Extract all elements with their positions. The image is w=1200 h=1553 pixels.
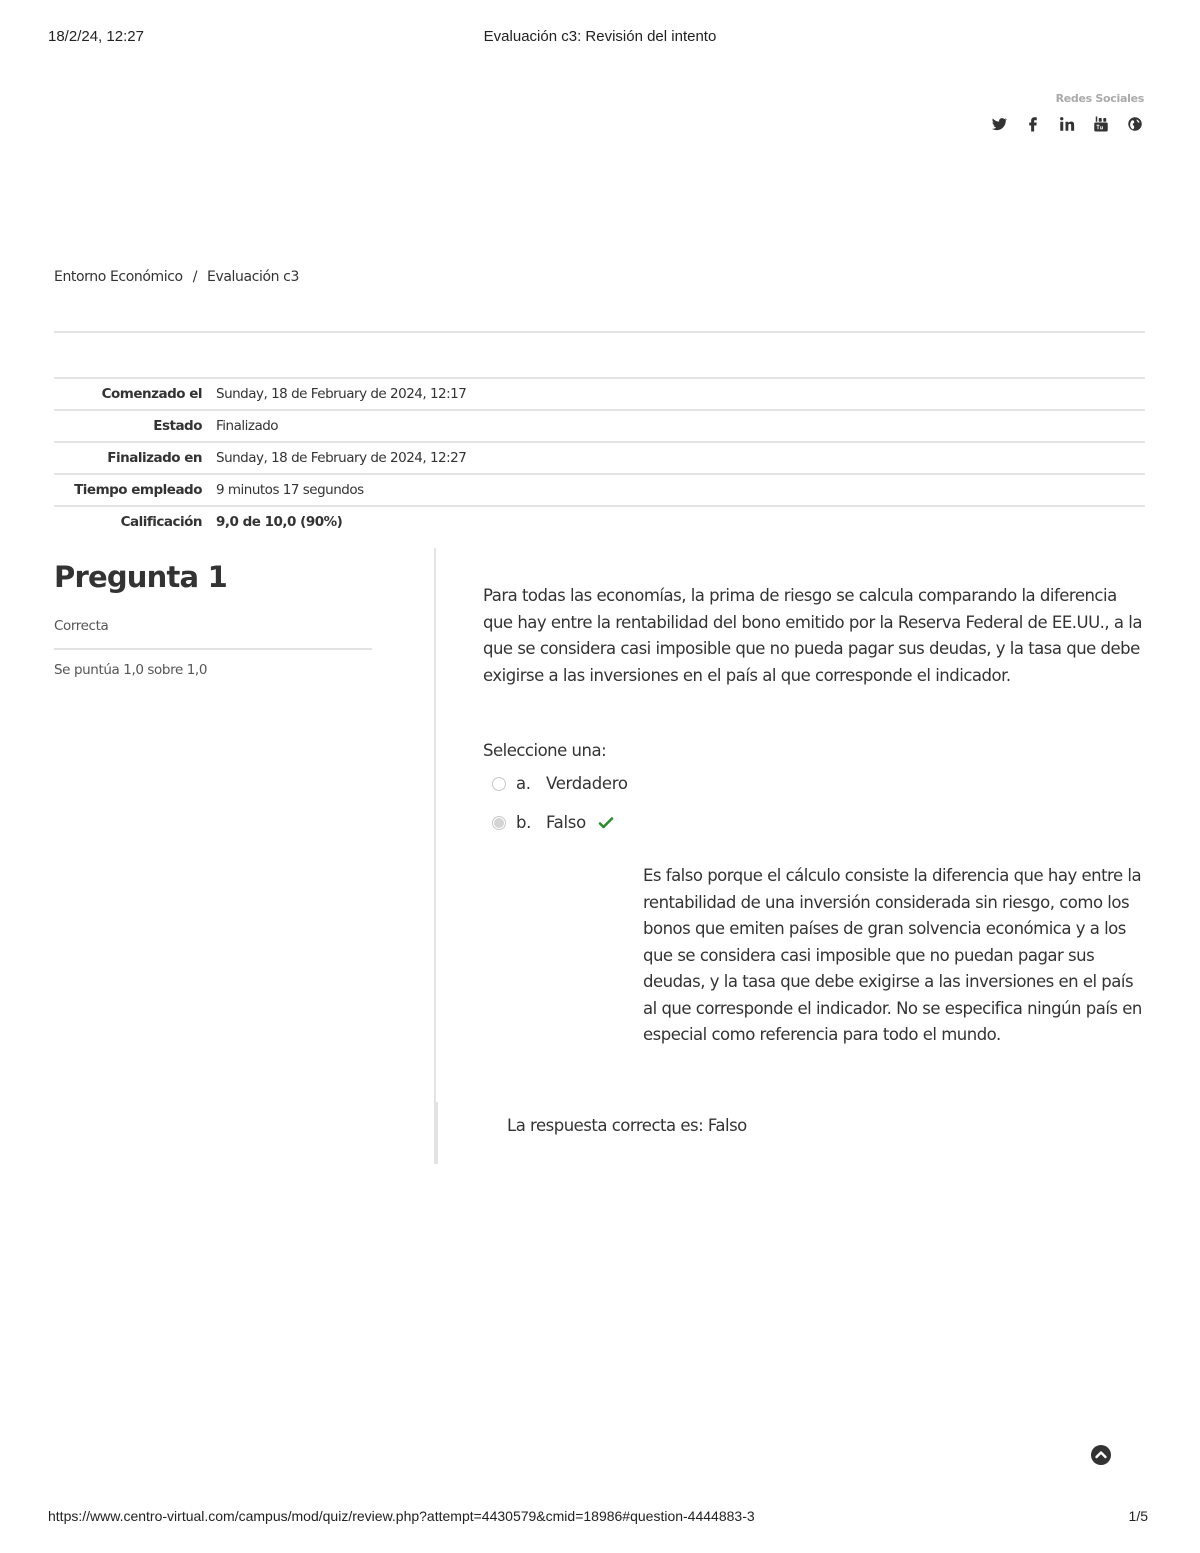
breadcrumb	[54, 269, 299, 285]
question-divider	[434, 548, 436, 1164]
print-datetime: 18/2/24, 12:27	[48, 28, 144, 45]
divider	[54, 331, 1145, 333]
summary-label: Estado	[153, 418, 202, 434]
summary-value: Sunday, 18 de February de 2024, 12:17	[216, 386, 467, 402]
question-state: Correcta	[54, 618, 372, 650]
summary-value: 9,0 de 10,0 (90%)	[216, 514, 343, 530]
answer-feedback: Es falso porque el cálculo consiste la diferencia que hay entre la rentabilidad de una inversión considerada sin riesgo, como los bonos que emiten países de gran solvencia económica y a los que se considera casi imposible que no puedan pagar sus deudas, y la tasa que debe exigirse a las inversiones en el país al que corresponde el indicador. No se especifica ningún país en especial como referencia para todo el mundo.	[643, 866, 1142, 1044]
option-letter: a.	[516, 774, 531, 793]
summary-row-time	[54, 474, 1145, 506]
print-page-number: 1/5	[1128, 1508, 1148, 1524]
summary-row-state	[54, 410, 1145, 442]
question-title: Pregunta 1	[54, 560, 227, 594]
radio-button[interactable]	[492, 816, 506, 830]
summary-row-grade	[54, 506, 1145, 537]
question-grade: Se puntúa 1,0 sobre 1,0	[54, 662, 208, 678]
facebook-icon[interactable]	[1024, 115, 1042, 133]
social-label: Redes Sociales	[1055, 92, 1144, 105]
summary-row-started	[54, 378, 1145, 410]
right-answer-divider	[436, 1102, 438, 1164]
summary-value: Sunday, 18 de February de 2024, 12:27	[216, 450, 467, 466]
twitter-icon[interactable]	[990, 115, 1008, 133]
print-title: Evaluación c3: Revisión del intento	[483, 28, 717, 45]
linkedin-icon[interactable]	[1058, 115, 1076, 133]
option-label: Falso	[546, 813, 586, 832]
breadcrumb-course-link[interactable]: Entorno Económico	[54, 269, 183, 285]
answer-option-a[interactable]	[492, 774, 628, 793]
attempt-summary-table	[54, 377, 1145, 537]
option-letter: b.	[516, 813, 532, 832]
summary-label: Calificación	[120, 514, 202, 530]
option-label: Verdadero	[546, 774, 628, 793]
checkmark-icon	[598, 815, 614, 831]
right-answer: La respuesta correcta es: Falso	[507, 1116, 747, 1135]
summary-row-finished	[54, 442, 1145, 474]
question-info	[54, 560, 372, 678]
summary-value: 9 minutos 17 segundos	[216, 482, 364, 498]
youtube-icon[interactable]	[1092, 115, 1110, 133]
answer-prompt: Seleccione una:	[483, 741, 607, 760]
summary-value: Finalizado	[216, 418, 279, 434]
print-url: https://www.centro-virtual.com/campus/mod/quiz/review.php?attempt=4430579&cmid=18986#question-4444883-3	[48, 1508, 755, 1524]
summary-label: Tiempo empleado	[74, 482, 202, 498]
summary-label: Comenzado el	[101, 386, 202, 402]
answer-option-b[interactable]	[492, 813, 614, 832]
globe-icon[interactable]	[1126, 115, 1144, 133]
social-links	[990, 92, 1144, 133]
summary-label: Finalizado en	[107, 450, 202, 466]
radio-button[interactable]	[492, 777, 506, 791]
question-text: Para todas las economías, la prima de riesgo se calcula comparando la diferencia que hay entre la rentabilidad del bono emitido por la Reserva Federal de EE.UU., a la que se considera casi imposible que no pueda pagar sus deudas, y la tasa que debe exigirse a las inversiones en el país al que corresponde el indicador.	[483, 586, 1142, 685]
breadcrumb-quiz-link[interactable]: Evaluación c3	[207, 269, 299, 285]
back-to-top-icon[interactable]	[1090, 1444, 1112, 1466]
breadcrumb-separator: /	[192, 269, 198, 285]
